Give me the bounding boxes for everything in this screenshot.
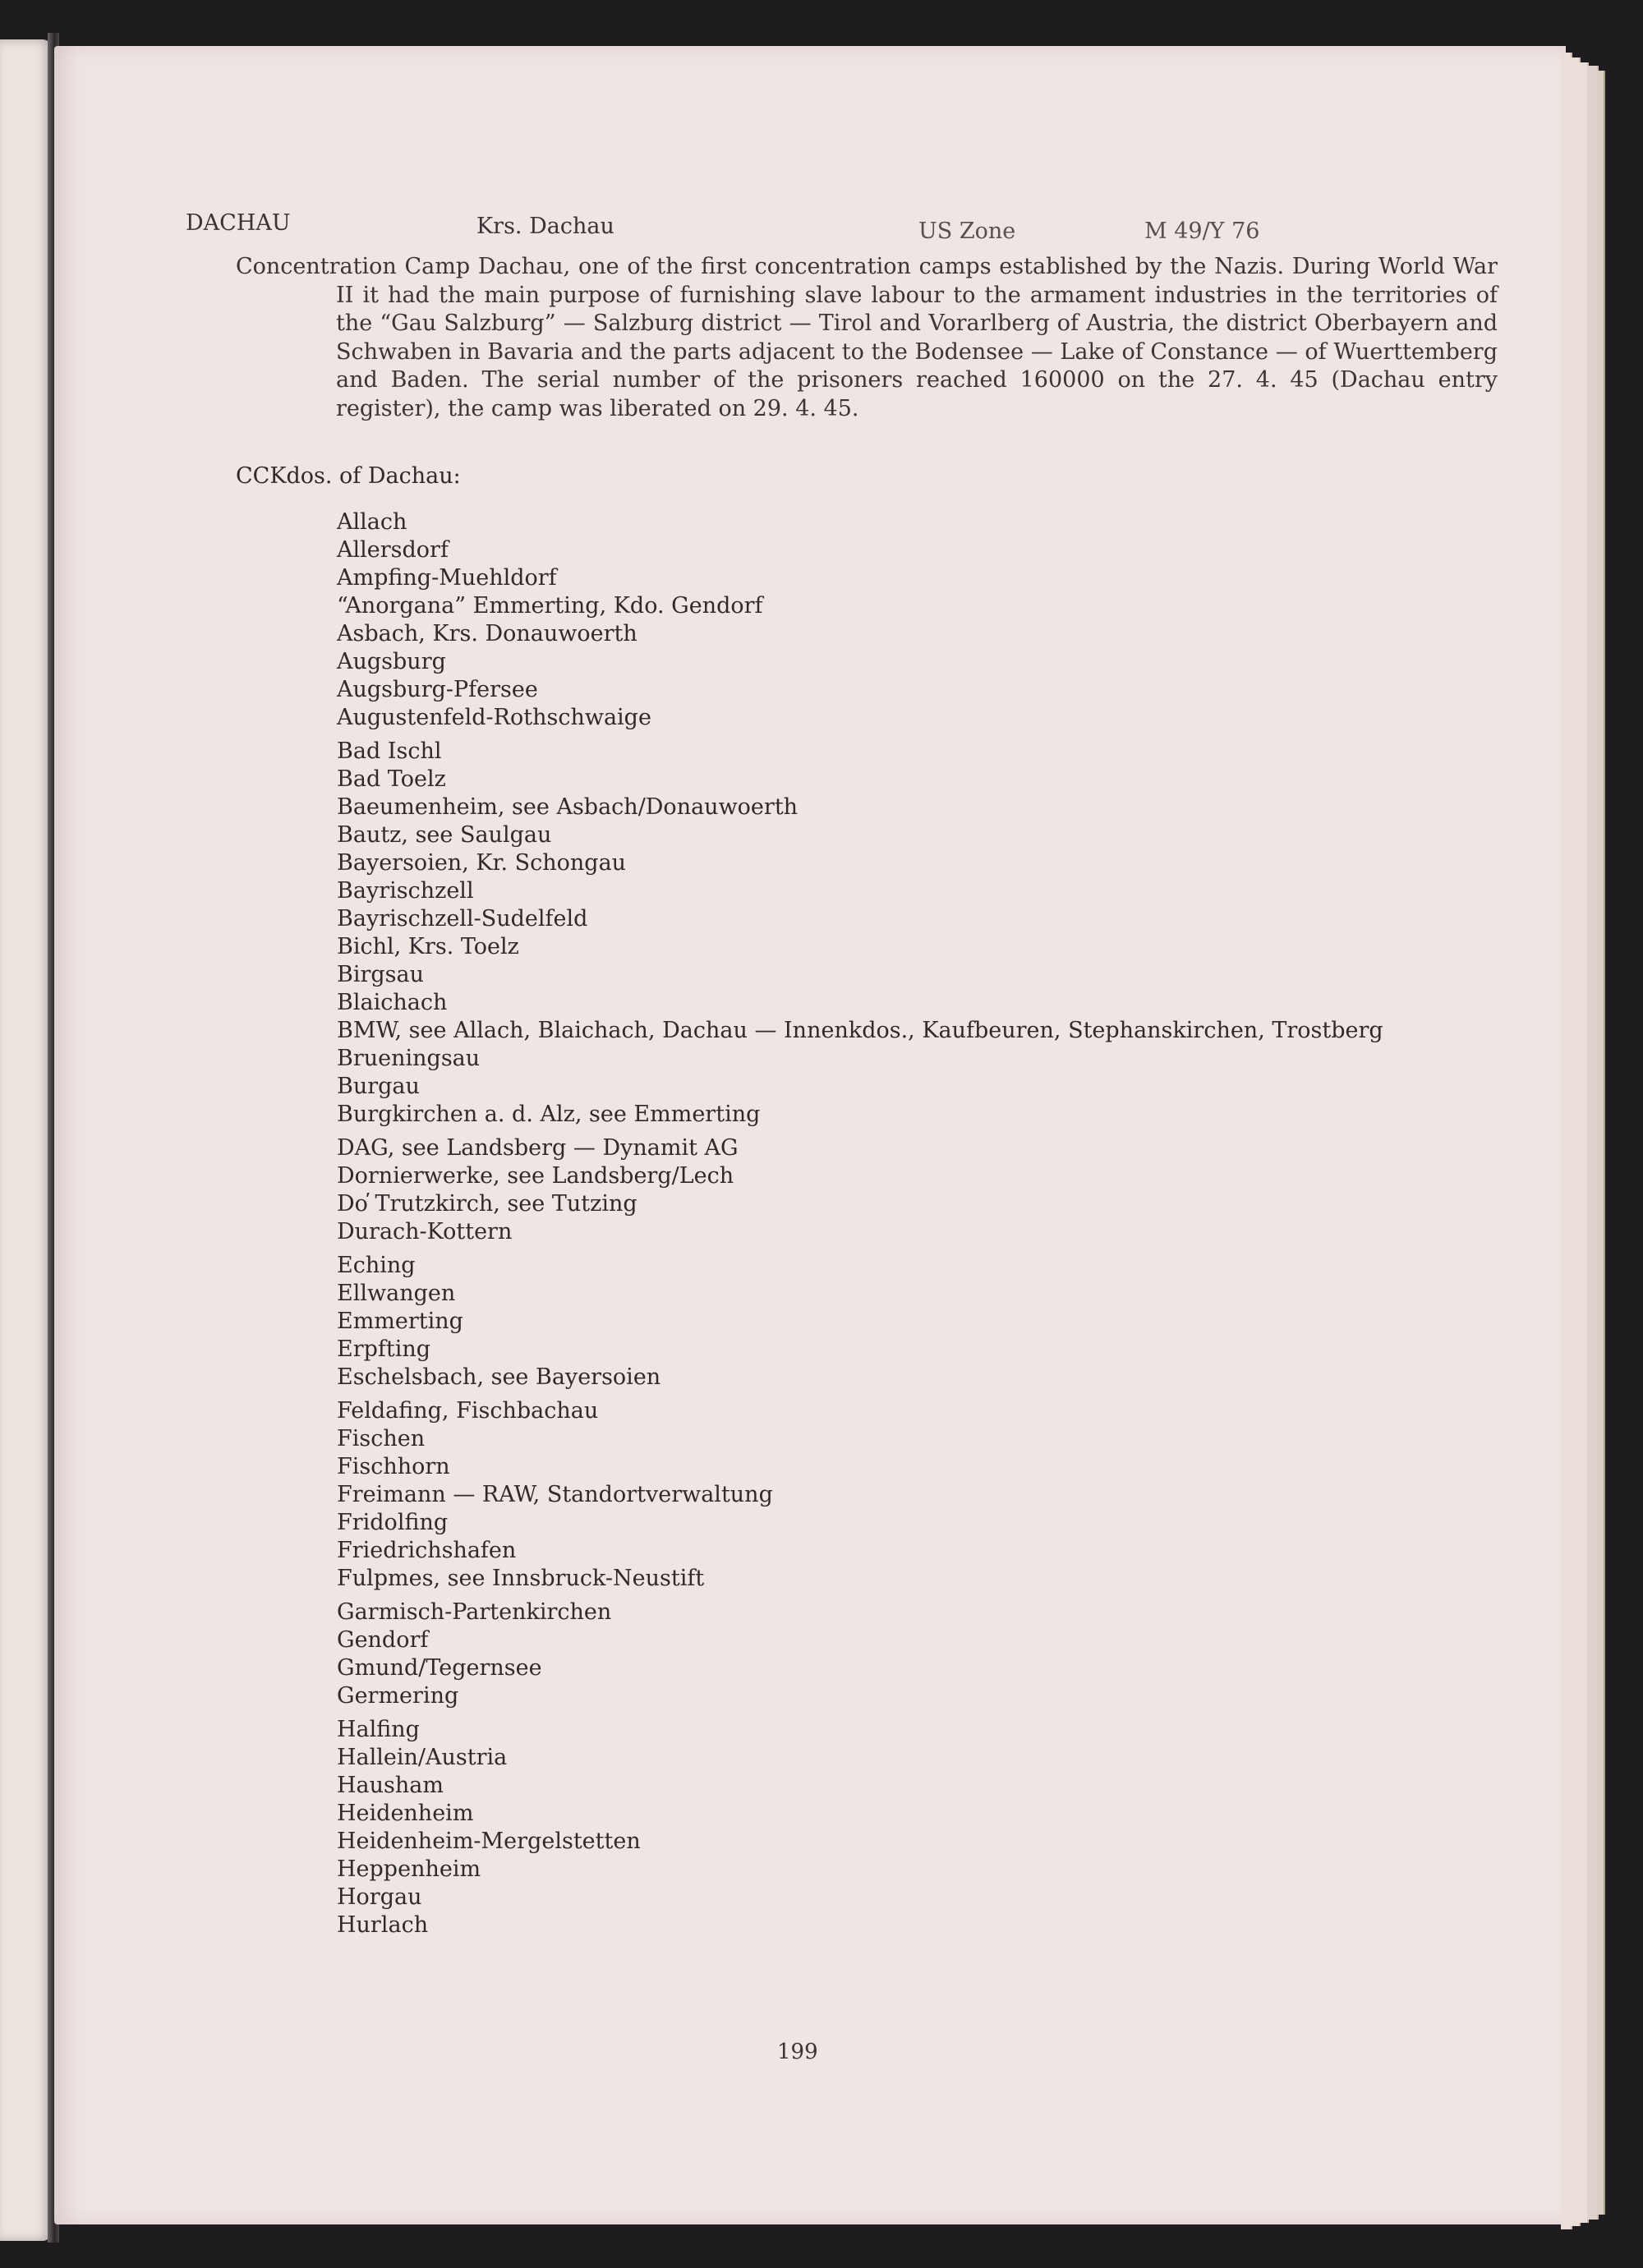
list-item: Bayrischzell <box>337 878 474 904</box>
list-item: Freimann — RAW, Standortverwaltung <box>337 1482 773 1507</box>
list-item: Fulpmes, see Innsbruck-Neustift <box>337 1566 705 1591</box>
list-item: Bichl, Krs. Toelz <box>337 934 519 959</box>
page-stack-edge <box>1597 71 1605 2215</box>
list-item: Hausham <box>337 1773 444 1798</box>
list-item: Bayrischzell-Sudelfeld <box>337 906 588 932</box>
list-item: Birgsau <box>337 962 425 987</box>
list-item: Gmund/Tegernsee <box>337 1655 542 1681</box>
list-item: Gendorf <box>337 1627 429 1653</box>
list-item: Fridolfing <box>337 1510 449 1535</box>
list-item: Durach-Kottern <box>337 1219 513 1244</box>
letter-group <box>337 1252 1405 1392</box>
letter-group <box>337 508 1405 732</box>
list-item: Burgau <box>337 1074 420 1099</box>
list-item: Heppenheim <box>337 1856 481 1882</box>
header-district: Krs. Dachau <box>476 214 614 239</box>
list-item: Heidenheim <box>337 1801 474 1826</box>
list-item: Ampfing-Muehldorf <box>337 565 557 591</box>
list-item: Bautz, see Saulgau <box>337 822 552 848</box>
list-item: Do̕ Trutzkirch, see Tutzing <box>337 1191 637 1217</box>
list-item: Feldafing, Fischbachau <box>337 1398 599 1424</box>
list-item: Fischhorn <box>337 1454 450 1479</box>
page-header <box>0 210 1643 243</box>
list-item: Bad Ischl <box>337 738 442 764</box>
list-item: Heidenheim-Mergelstetten <box>337 1829 641 1854</box>
header-zone: US Zone <box>918 219 1016 244</box>
list-item: Eschelsbach, see Bayersoien <box>337 1364 661 1390</box>
list-item: Bad Toelz <box>337 766 446 792</box>
list-item: Eching <box>337 1253 416 1278</box>
list-item: Halfing <box>337 1717 420 1742</box>
list-item: Brueningsau <box>337 1046 481 1071</box>
page-number: 199 <box>777 2040 818 2064</box>
intro-paragraph: Concentration Camp Dachau, one of the first concentration camps established by the Nazis. During World War II it had the main purpose of furnishing slave labour to the armament industries in the territories of the “Gau Salzburg” — Salzburg district — Tirol and Vorarlberg of Austria, the district Oberbayern and Schwaben in Bavaria and the parts adjacent to the Bodensee — Lake of Constance — of Wuerttemberg and Baden. The serial number of the prisoners reached 160000 on the 27. 4. 45 (Dachau entry register), the camp was liberated on 29. 4. 45. <box>236 254 1498 421</box>
list-item: Augsburg-Pfersee <box>337 677 538 702</box>
letter-group <box>337 1599 1405 1710</box>
list-item: Hurlach <box>337 1912 429 1938</box>
list-item: Friedrichshafen <box>337 1538 517 1563</box>
subcamp-list <box>337 508 1405 1945</box>
list-item: Hallein/Austria <box>337 1745 508 1770</box>
list-item: Fischen <box>337 1426 426 1451</box>
list-item: Allersdorf <box>337 537 449 563</box>
list-item: BMW, see Allach, Blaichach, Dachau — Innenkdos., Kaufbeuren, Stephanskirchen, Trostberg <box>337 1018 1383 1043</box>
list-item: “Anorgana” Emmerting, Kdo. Gendorf <box>337 593 763 619</box>
letter-group <box>337 1716 1405 1939</box>
list-item: Ellwangen <box>337 1281 456 1306</box>
list-item: Asbach, Krs. Donauwoerth <box>337 621 637 646</box>
header-place: DACHAU <box>186 210 291 236</box>
list-item: Bayersoien, Kr. Schongau <box>337 850 627 876</box>
subcamp-list-heading: CCKdos. of Dachau: <box>236 463 461 489</box>
list-item: Blaichach <box>337 990 448 1015</box>
header-map-ref: M 49/Y 76 <box>1144 219 1260 244</box>
list-item: Baeumenheim, see Asbach/Donauwoerth <box>337 794 798 820</box>
list-item: Erpfting <box>337 1336 431 1362</box>
list-item: Augsburg <box>337 649 446 674</box>
list-item: DAG, see Landsberg — Dynamit AG <box>337 1135 739 1161</box>
list-item: Dornierwerke, see Landsberg/Lech <box>337 1163 734 1189</box>
letter-group <box>337 1134 1405 1246</box>
list-item: Burgkirchen a. d. Alz, see Emmerting <box>337 1102 761 1127</box>
letter-group <box>337 1397 1405 1593</box>
previous-page-edge <box>0 39 51 2241</box>
list-item: Emmerting <box>337 1309 463 1334</box>
list-item: Allach <box>337 509 407 535</box>
list-item: Horgau <box>337 1884 422 1910</box>
list-item: Augustenfeld-Rothschwaige <box>337 705 651 730</box>
list-item: Germering <box>337 1683 459 1709</box>
letter-group <box>337 738 1405 1129</box>
list-item: Garmisch-Partenkirchen <box>337 1599 612 1625</box>
